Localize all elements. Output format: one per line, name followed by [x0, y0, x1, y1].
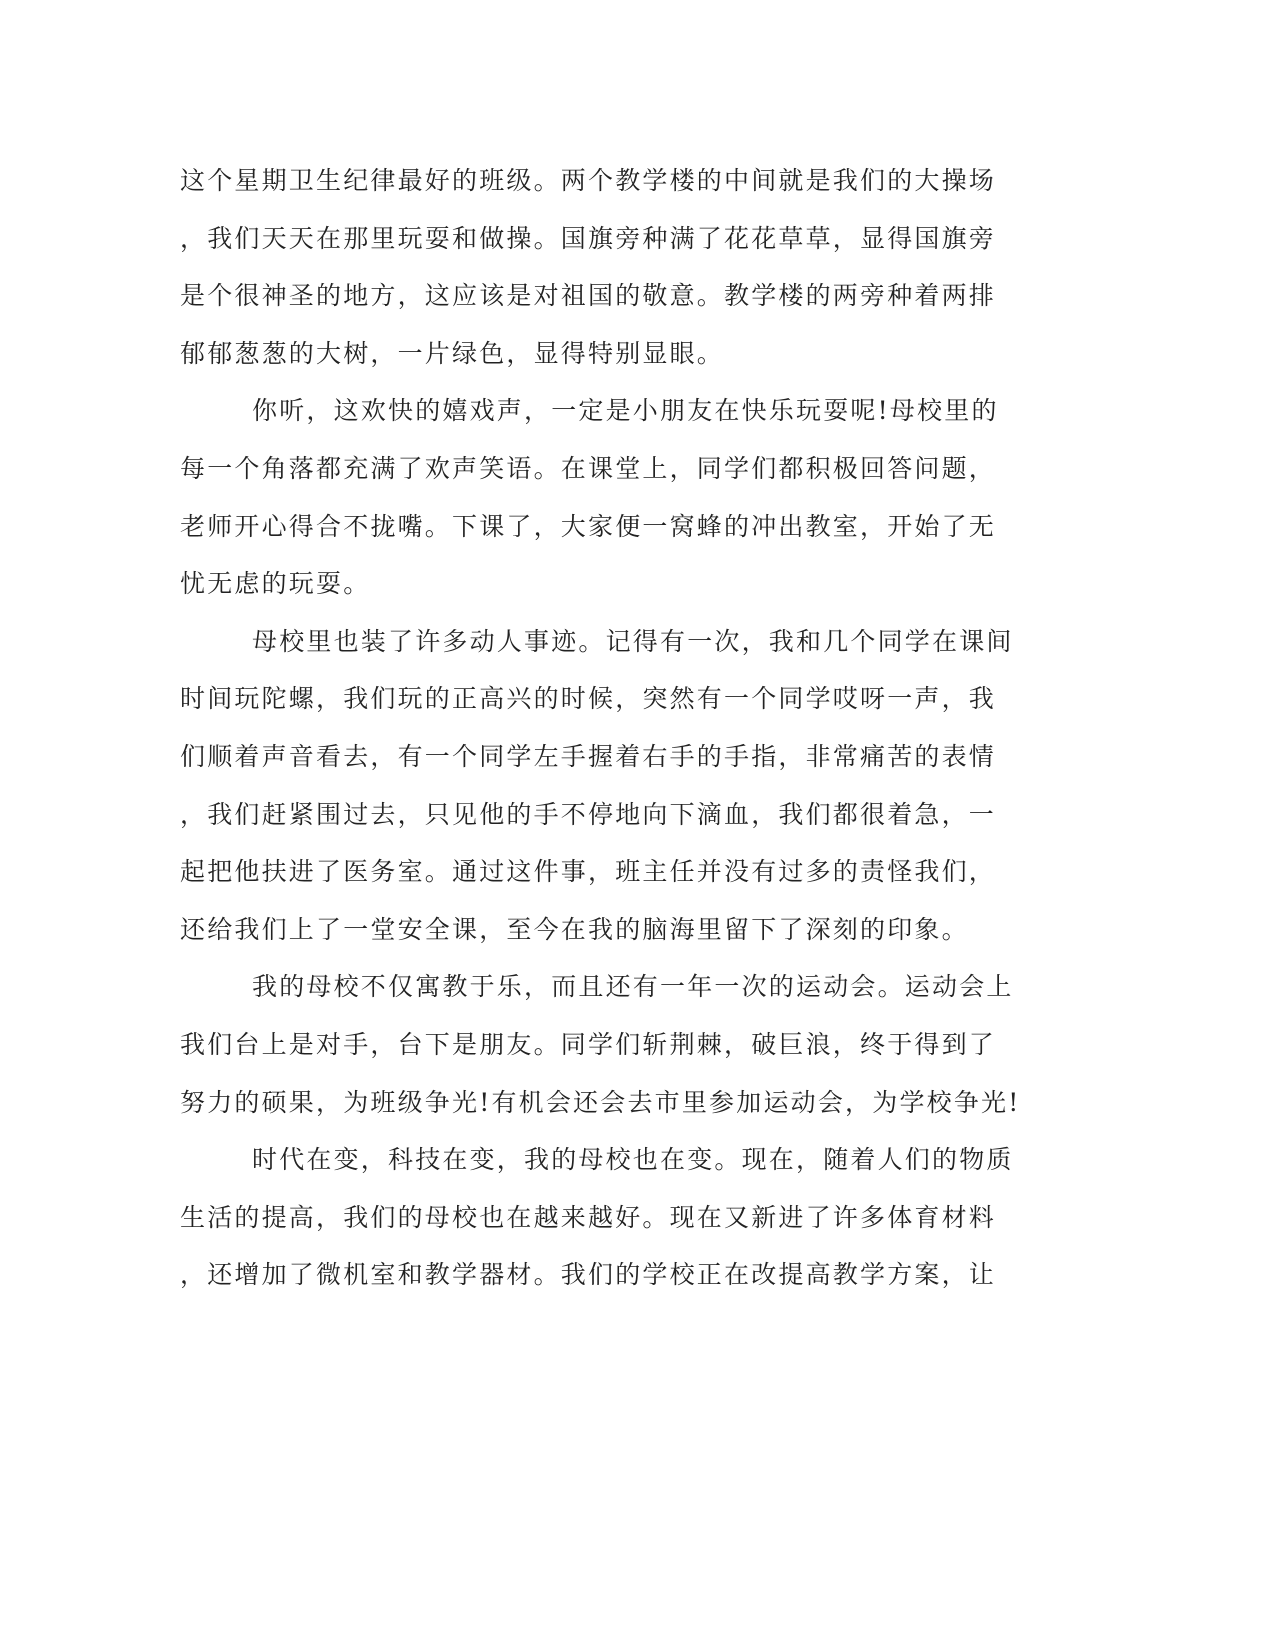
text-line: 忧无虑的玩耍。	[180, 569, 371, 599]
text-line: ，还增加了微机室和教学器材。我们的学校正在改提高教学方案，让	[180, 1260, 997, 1290]
essay-body	[180, 152, 1060, 1304]
text-line: 起把他扶进了医务室。通过这件事，班主任并没有过多的责怪我们，	[180, 857, 997, 887]
text-line: 还给我们上了一堂安全课，至今在我的脑海里留下了深刻的印象。	[180, 914, 969, 944]
text-line: 努力的硕果，为班级争光!有机会还会去市里参加运动会，为学校争光!	[180, 1087, 1021, 1117]
text-line: 我们台上是对手，台下是朋友。同学们斩荆棘，破巨浪，终于得到了	[180, 1029, 997, 1059]
text-line: 老师开心得合不拢嘴。下课了，大家便一窝蜂的冲出教室，开始了无	[180, 511, 997, 541]
text-line: 每一个角落都充满了欢声笑语。在课堂上，同学们都积极回答问题，	[180, 453, 997, 483]
text-line: 这个星期卫生纪律最好的班级。两个教学楼的中间就是我们的大操场	[180, 166, 997, 195]
text-line: 时间玩陀螺，我们玩的正高兴的时候，突然有一个同学哎呀一声，我	[180, 684, 997, 714]
text-line: 郁郁葱葱的大树，一片绿色，显得特别显眼。	[180, 338, 725, 368]
paragraph-start-line: 母校里也装了许多动人事迹。记得有一次，我和几个同学在课间	[252, 626, 1014, 656]
text-line: 是个很神圣的地方，这应该是对祖国的敬意。教学楼的两旁种着两排	[180, 281, 997, 311]
paragraph-start-line: 时代在变，科技在变，我的母校也在变。现在，随着人们的物质	[252, 1145, 1014, 1175]
text-line: ，我们赶紧围过去，只见他的手不停地向下滴血，我们都很着急，一	[180, 799, 997, 829]
text-line: ，我们天天在那里玩耍和做操。国旗旁种满了花花草草，显得国旗旁	[180, 223, 997, 253]
paragraph-start-line: 你听，这欢快的嬉戏声，一定是小朋友在快乐玩耍呢!母校里的	[252, 396, 999, 426]
text-line: 们顺着声音看去，有一个同学左手握着右手的手指，非常痛苦的表情	[180, 741, 997, 771]
paragraph-start-line: 我的母校不仅寓教于乐，而且还有一年一次的运动会。运动会上	[252, 972, 1014, 1002]
text-line: 生活的提高，我们的母校也在越来越好。现在又新进了许多体育材料	[180, 1202, 997, 1232]
